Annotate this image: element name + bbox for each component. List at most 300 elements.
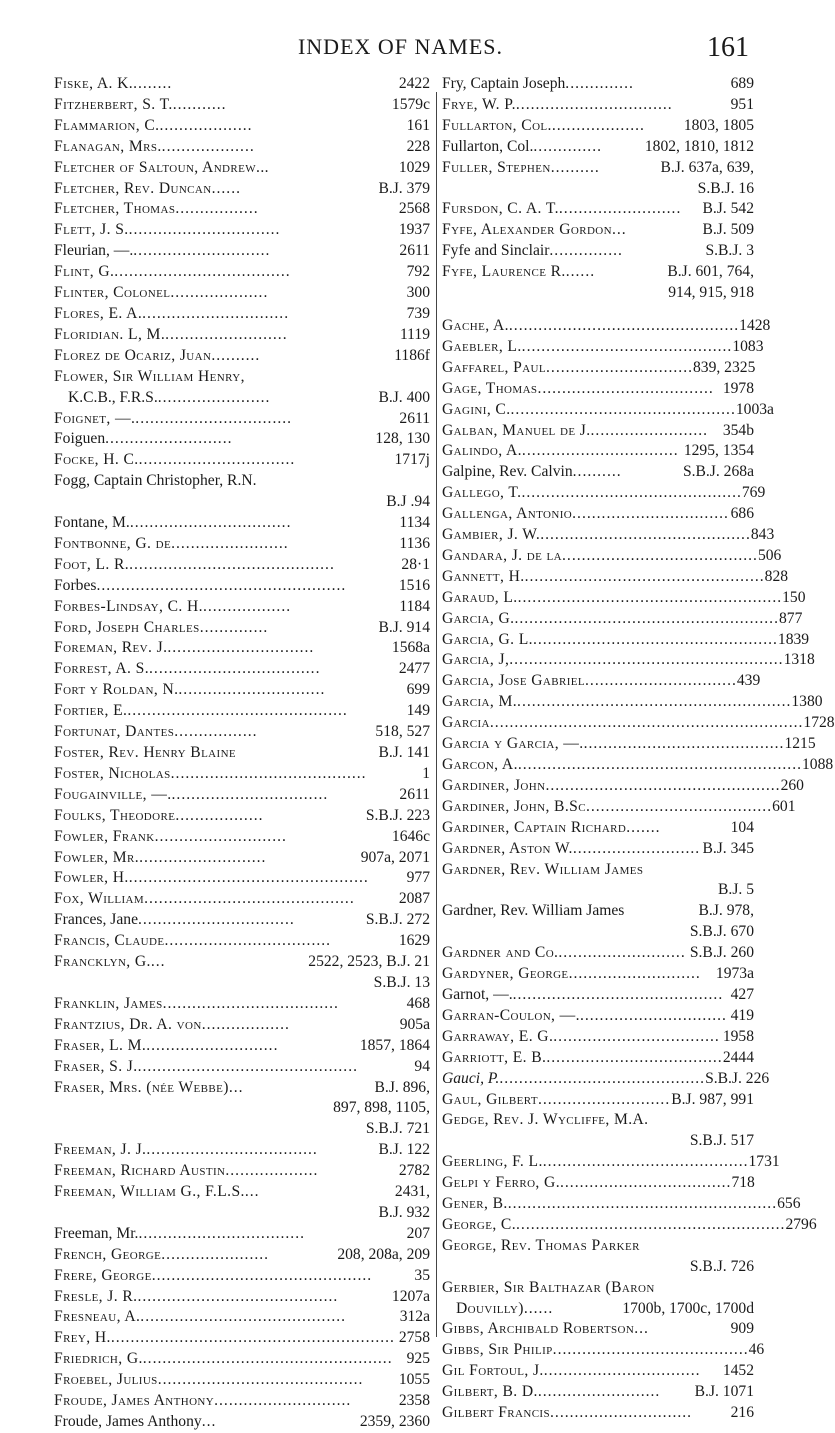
entry-reference: 1629: [398, 932, 430, 950]
index-entry: [54, 116, 430, 137]
entry-reference: 312a: [399, 1308, 430, 1326]
entry-reference: B.J. 978,: [698, 902, 754, 920]
index-entry: [442, 1069, 770, 1090]
dot-leader: ..........................: [139, 848, 267, 866]
dot-leader: [643, 860, 754, 881]
entry-reference: 601: [772, 797, 796, 815]
entry-name: Garraway, E. G.: [442, 1027, 554, 1045]
entry-reference: 905a: [399, 1015, 430, 1033]
section-gap: [442, 304, 754, 316]
entry-name: Gaebler, L.: [442, 337, 522, 355]
entry-reference: 207: [406, 1224, 430, 1242]
entry-name: Gache, A.: [442, 316, 509, 334]
index-entry: [442, 116, 754, 137]
entry-name: Forbes-Lindsay, C. H.: [54, 597, 203, 615]
dot-leader: ...............................: [128, 221, 281, 239]
dot-leader: ........................................: [170, 764, 367, 782]
entry-reference: B.J. 896,: [374, 1078, 430, 1096]
entry-reference: 1295, 1354: [683, 442, 754, 460]
index-entry: [54, 618, 430, 639]
running-head: [0, 34, 801, 62]
entry-name: Fletcher of Saltoun, Andrew...: [54, 158, 269, 176]
dot-leader: ..............................................: [510, 400, 736, 418]
entry-name: Froebel, Julius: [54, 1371, 158, 1389]
index-entry-continuation: B.J. 5: [718, 881, 754, 899]
index-entry: [442, 358, 754, 379]
index-entry: [442, 901, 754, 922]
dot-leader: ................................: [135, 409, 293, 427]
entry-name: Floridian. L, M.: [54, 325, 166, 343]
index-entry-continuation: S.B.J. 13: [373, 973, 430, 991]
entry-name: Frey, H.: [54, 1329, 111, 1347]
index-entry: [54, 534, 430, 555]
index-entry: [442, 1382, 754, 1403]
entry-reference: 739: [406, 304, 430, 322]
entry-name: Foreman, Rev. J.: [54, 639, 168, 657]
entry-reference: 35: [414, 1266, 430, 1284]
index-entry: [442, 818, 754, 839]
dot-leader: ........................: [171, 534, 289, 552]
entry-reference: 1802, 1810, 1812: [644, 137, 754, 155]
dot-leader: ....................................: [162, 994, 339, 1012]
entry-reference: 1452: [722, 1362, 754, 1380]
index-entry: [54, 220, 430, 241]
entry-reference: 877: [778, 609, 803, 627]
dot-leader: ..............: [565, 75, 634, 92]
index-entry: [442, 860, 754, 881]
entry-name: Fort y Roldan, N.: [54, 681, 179, 699]
entry-name: Forbes: [54, 576, 97, 594]
dot-leader: ...................: [225, 1162, 319, 1180]
dot-leader: ................................: [572, 505, 729, 523]
entry-name: Gener, B.: [442, 1195, 508, 1213]
entry-name: George, Rev. Thomas Parker: [442, 1236, 640, 1254]
entry-name: Garcia: [442, 714, 490, 732]
entry-reference: 1: [422, 764, 430, 782]
index-entry: [54, 910, 430, 931]
entry-name: Garcia, M.: [442, 693, 518, 711]
index-entry: [54, 450, 430, 471]
index-entry: [54, 1015, 430, 1036]
entry-reference: 907a, 2071: [360, 848, 430, 866]
dot-leader: ..........................................................: [517, 756, 802, 773]
dot-leader: ......: [523, 1299, 554, 1317]
index-entry: [54, 848, 430, 869]
entry-reference: 506: [757, 546, 782, 564]
entry-name: Fitzherbert, S. T.: [54, 95, 173, 113]
index-entry: [442, 546, 782, 567]
index-entry: [442, 1278, 754, 1299]
index-entry: [442, 650, 815, 671]
dot-leader: ................................: [138, 451, 296, 469]
index-entry: [442, 504, 754, 525]
dot-leader: ........................: [590, 421, 709, 439]
entry-reference: S.B.J. 260: [689, 944, 754, 962]
entry-name: Fyfe, Laurence R.: [442, 263, 566, 281]
index-entry: [442, 985, 754, 1006]
index-entry: [442, 241, 754, 262]
index-entry: [442, 1027, 754, 1048]
index-entry: [54, 827, 430, 848]
entry-name: Fresle, J. R.: [54, 1287, 138, 1305]
dot-leader: .......: [626, 818, 661, 836]
entry-reference: 1857, 1864: [359, 1036, 430, 1054]
entry-reference: 28·1: [401, 555, 430, 573]
entry-name: Francis, Claude: [54, 932, 165, 950]
index-entry: [54, 1036, 430, 1057]
dot-leader: [257, 471, 430, 492]
entry-name: Gallenga, Antonio: [442, 505, 573, 523]
entry-reference: 1055: [398, 1371, 430, 1389]
entry-name: Douvilly): [456, 1299, 524, 1317]
dot-leader: ................................: [543, 1362, 701, 1380]
dot-leader: ....................................: [537, 379, 714, 397]
index-entry: [54, 325, 430, 346]
index-entry: [54, 1349, 430, 1370]
entry-reference: B.J. 542: [702, 200, 754, 218]
entry-reference: S.B.J. 268a: [682, 463, 754, 481]
dot-leader: ...................................: [146, 1141, 318, 1159]
index-entry: [54, 346, 430, 367]
entry-name: Gilbert Francis: [442, 1404, 551, 1422]
entry-reference: 300: [406, 284, 430, 302]
entry-name: Gandara, J. de la: [442, 546, 563, 564]
entry-reference: 149: [406, 702, 430, 720]
index-entry: [54, 576, 430, 597]
entry-name: Fullarton, Col.: [442, 137, 534, 155]
dot-leader: ...................................................: [96, 576, 347, 594]
dot-leader: ...................................: [560, 1174, 732, 1192]
entry-reference: 828: [764, 567, 789, 585]
entry-reference: S.B.J. 226: [705, 1069, 770, 1087]
dot-leader: ...............: [549, 242, 623, 260]
dot-leader: .........................................: [583, 735, 785, 753]
index-entry: [54, 158, 430, 179]
entry-name: Fowler, Mr.: [54, 848, 140, 866]
index-entry: [442, 1152, 780, 1173]
entry-reference: 1428: [739, 316, 771, 334]
index-entry: [54, 994, 430, 1015]
entry-reference: 1215: [784, 735, 816, 753]
index-entry: [54, 74, 430, 95]
entry-name: Fuller, Stephen: [442, 158, 551, 176]
index-entry: [54, 1057, 430, 1078]
entry-name: Friedrich, G.: [54, 1350, 143, 1368]
index-entry-continuation: S.B.J. 517: [689, 1132, 754, 1150]
index-entry: [442, 74, 754, 95]
index-entry: [54, 1161, 430, 1182]
dot-leader: ..........................................: [499, 1069, 706, 1087]
index-entry: [442, 630, 810, 651]
index-entry: [442, 567, 789, 588]
entry-reference: 518, 527: [375, 723, 430, 741]
index-entry: [54, 785, 430, 806]
entry-reference: 925: [406, 1350, 430, 1368]
entry-reference: 1728: [803, 714, 835, 732]
entry-name: Fraser, S. J.: [54, 1057, 138, 1075]
index-entry: [442, 588, 806, 609]
entry-reference: B.J. 914: [378, 618, 430, 636]
dot-leader: [640, 1236, 754, 1257]
index-entry: [442, 1340, 765, 1361]
dot-leader: ....................................: [114, 263, 291, 281]
dot-leader: ..................................................: [532, 630, 778, 648]
dot-leader: ........: [133, 75, 173, 92]
dot-leader: .................: [174, 723, 258, 741]
dot-leader: ..........: [572, 463, 622, 481]
index-entry: [442, 421, 754, 442]
entry-name: Foot, L. R.: [54, 555, 130, 573]
entry-name: Gibbs, Sir Philip: [442, 1341, 553, 1359]
index-entry: [54, 513, 430, 534]
index-entry: [442, 1236, 754, 1257]
index-entry: [442, 1403, 754, 1424]
entry-name: Flanagan, Mrs.: [54, 137, 162, 155]
entry-name: Freeman, Richard Austin: [54, 1162, 226, 1180]
dot-leader: .................................................: [524, 567, 765, 585]
dot-leader: ......................................................: [514, 609, 779, 627]
index-entry: [54, 764, 430, 785]
entry-reference: 468: [406, 994, 430, 1012]
page-title: INDEX OF NAMES.: [297, 34, 504, 59]
dot-leader: ..................: [175, 806, 264, 824]
entry-name: Freeman, J. J.: [54, 1141, 147, 1159]
index-entry: [54, 304, 430, 325]
dot-leader: ........................................: [562, 546, 758, 564]
entry-name: Fox, William: [54, 890, 145, 908]
entry-reference: 1958: [722, 1027, 754, 1045]
index-entry: [54, 1307, 430, 1328]
entry-reference: 94: [414, 1057, 430, 1075]
entry-reference: 2782: [398, 1162, 430, 1180]
dot-leader: .............................: [550, 1404, 693, 1422]
entry-name: Gannett, H.: [442, 567, 525, 585]
index-entry: [442, 692, 823, 713]
entry-name: Gardiner, John, B.Sc: [442, 797, 586, 815]
index-entry: [54, 806, 430, 827]
index-entry: [54, 1182, 430, 1203]
entry-name: Fogg, Captain Christopher, R.N.: [54, 472, 257, 490]
index-entry: [442, 1299, 754, 1320]
entry-reference: 1003a: [735, 400, 774, 418]
dot-leader: ................................: [171, 785, 329, 803]
dot-leader: ..................: [202, 597, 292, 615]
index-entry: [54, 388, 430, 409]
entry-name: Garcia, J,: [442, 651, 510, 669]
entry-name: Fletcher, Rev. Duncan: [54, 179, 212, 197]
dot-leader: ....................: [170, 284, 269, 302]
dot-leader: ................................................................: [489, 714, 804, 732]
entry-name: Gibbs, Archibald Robertson: [442, 1320, 635, 1338]
index-entry: [54, 555, 430, 576]
index-entry: [442, 1173, 754, 1194]
index-entry: [54, 597, 430, 618]
entry-reference: 216: [730, 1404, 754, 1422]
entry-reference: B.J. 637a, 639,: [660, 158, 754, 176]
index-entry: [54, 952, 430, 973]
dot-leader: ...: [634, 1320, 649, 1338]
index-entry: [54, 471, 430, 492]
dot-leader: [655, 1278, 754, 1299]
entry-name: Foulks, Theodore: [54, 806, 176, 824]
page-number: 161: [707, 32, 749, 63]
dot-leader: .......................................................: [507, 1195, 778, 1213]
entry-reference: 1029: [398, 158, 430, 176]
index-entry: [54, 1245, 430, 1266]
dot-leader: ...................: [161, 137, 255, 155]
index-entry: [442, 262, 754, 283]
index-entry: [442, 137, 754, 158]
entry-reference: 839, 2325: [692, 358, 756, 376]
entry-name: Fresneau, A.: [54, 1308, 141, 1326]
entry-name: Foiguen: [54, 430, 106, 448]
entry-reference: 2358: [398, 1392, 430, 1410]
dot-leader: ...: [244, 1183, 260, 1201]
entry-name: Frye, W. P.: [442, 95, 516, 113]
entry-name: Gardyner, George: [442, 965, 569, 983]
index-entry: [54, 701, 430, 722]
entry-reference: 2477: [398, 660, 430, 678]
index-entry: [442, 671, 761, 692]
dot-leader: ..........................................: [157, 1371, 364, 1389]
dot-leader: ..............................: [142, 304, 290, 322]
entry-reference: 2568: [398, 200, 430, 218]
dot-leader: ..............: [199, 618, 269, 636]
column-divider: [436, 92, 437, 1337]
dot-leader: .................: [175, 200, 259, 218]
dot-leader: .................................: [129, 514, 292, 532]
entry-name: Ford, Joseph Charles: [54, 618, 200, 636]
entry-name: Fiske, A. K.: [54, 75, 134, 92]
index-entry: [54, 638, 430, 659]
entry-reference: S.B.J. 3: [705, 242, 754, 260]
entry-name: Garcia y Garcia, —.: [442, 735, 584, 753]
entry-reference: 419: [730, 1006, 754, 1024]
entry-name: George, C.: [442, 1215, 517, 1233]
entry-name: K.C.B., F.R.S.: [68, 388, 158, 406]
dot-leader: ...............................: [585, 672, 737, 690]
entry-name: Gardner, Rev. William James: [442, 902, 625, 920]
entry-reference: B.J. 509: [702, 221, 754, 239]
entry-reference: 1136: [399, 534, 430, 552]
entry-reference: 1803, 1805: [683, 116, 754, 134]
entry-reference: B.J. 141: [378, 744, 430, 761]
entry-name: Franklin, James: [54, 994, 163, 1012]
entry-reference: 2611: [399, 242, 430, 260]
index-entry: [442, 483, 766, 504]
entry-reference: 228: [406, 137, 430, 155]
index-entry: [54, 137, 430, 158]
entry-name: Galban, Manuel de J.: [442, 421, 591, 439]
entry-name: Garcia, G. L.: [442, 630, 533, 648]
dot-leader: ......................................: [585, 797, 773, 815]
dot-leader: ................................: [515, 95, 673, 113]
entry-name: Fortier, E.: [54, 702, 128, 720]
index-entry: [54, 1328, 430, 1349]
dot-leader: ......................: [161, 1245, 270, 1263]
entry-name: Gil Fortoul, J.: [442, 1362, 544, 1380]
entry-name: Gardiner, John: [442, 776, 546, 794]
index-entry: [54, 95, 430, 116]
index-entry: [54, 1287, 430, 1308]
entry-name: Fougainville, —.: [54, 785, 172, 803]
index-entry: [54, 931, 430, 952]
dot-leader: .......................................................: [516, 1215, 786, 1233]
index-entry-continuation: S.B.J. 721: [365, 1120, 430, 1138]
entry-reference: 2611: [399, 785, 430, 803]
index-entry-continuation: 897, 898, 1105,: [333, 1099, 430, 1117]
index-entry: [54, 680, 430, 701]
entry-reference: B.J. 400: [378, 388, 430, 406]
entry-reference: 1380: [791, 693, 823, 711]
entry-reference: 2758: [398, 1329, 430, 1347]
entry-reference: 2796: [785, 1215, 817, 1233]
dot-leader: [649, 1110, 755, 1131]
index-entry: [442, 964, 754, 985]
entry-name: Fraser, Mrs. (née Webbe): [54, 1078, 229, 1096]
index-entry: [442, 1319, 754, 1340]
entry-name: Garaud, L.: [442, 588, 518, 606]
index-entry: [54, 367, 430, 388]
entry-name: Fortunat, Dantes: [54, 723, 175, 741]
entry-reference: 1516: [398, 576, 430, 594]
dot-leader: ...........................................: [512, 985, 724, 1003]
index-entry: [442, 400, 774, 421]
entry-reference: 2422: [398, 75, 430, 92]
entry-reference: 1119: [399, 325, 430, 343]
entry-reference: 104: [730, 818, 754, 836]
index-entry: [54, 1140, 430, 1161]
entry-reference: 686: [730, 505, 754, 523]
entry-name: Gardner, Rev. William James: [442, 860, 644, 878]
entry-reference: 1731: [748, 1153, 780, 1171]
entry-reference: 1717j: [394, 451, 430, 469]
index-entry: [442, 441, 754, 462]
entry-reference: 1186f: [394, 346, 430, 364]
dot-leader: ..............: [533, 137, 602, 155]
entry-name: Flower, Sir William Henry,: [54, 367, 245, 385]
dot-leader: [624, 901, 698, 922]
entry-name: Gedge, Rev. J. Wycliffe, M.A.: [442, 1111, 649, 1129]
index-entry: [54, 179, 430, 200]
index-entry-continuation: S.B.J. 670: [689, 923, 754, 941]
index-entry: [442, 462, 754, 483]
index-entry: [54, 429, 430, 450]
index-entry: [442, 609, 803, 630]
dot-leader: ...........................: [568, 965, 701, 983]
dot-leader: .................................................: [128, 869, 369, 887]
entry-name: Focke, H. C.: [54, 451, 139, 469]
entry-name: Gerbier, Sir Balthazar (Baron: [442, 1278, 655, 1296]
entry-name: Garcon, A.: [442, 756, 518, 773]
dot-leader: ...........................: [154, 827, 287, 845]
entry-name: Galpine, Rev. Calvin: [442, 463, 573, 481]
index-entry: [442, 316, 771, 337]
dot-leader: ......................................................: [517, 588, 783, 606]
index-entry: [442, 1110, 754, 1131]
entry-reference: 1134: [399, 514, 430, 532]
entry-reference: 46: [748, 1341, 765, 1359]
index-entry: [54, 1370, 430, 1391]
entry-name: Gaffarel, Paul: [442, 358, 547, 376]
dot-leader: ...........................................: [144, 890, 355, 908]
dot-leader: ..............................: [178, 681, 326, 699]
entry-reference: 128, 130: [375, 430, 430, 448]
entry-reference: 1083: [732, 337, 764, 355]
dot-leader: ..............................: [546, 358, 693, 376]
index-entry: [54, 1266, 430, 1287]
entry-name: Gelpi y Ferro, G.: [442, 1174, 560, 1192]
